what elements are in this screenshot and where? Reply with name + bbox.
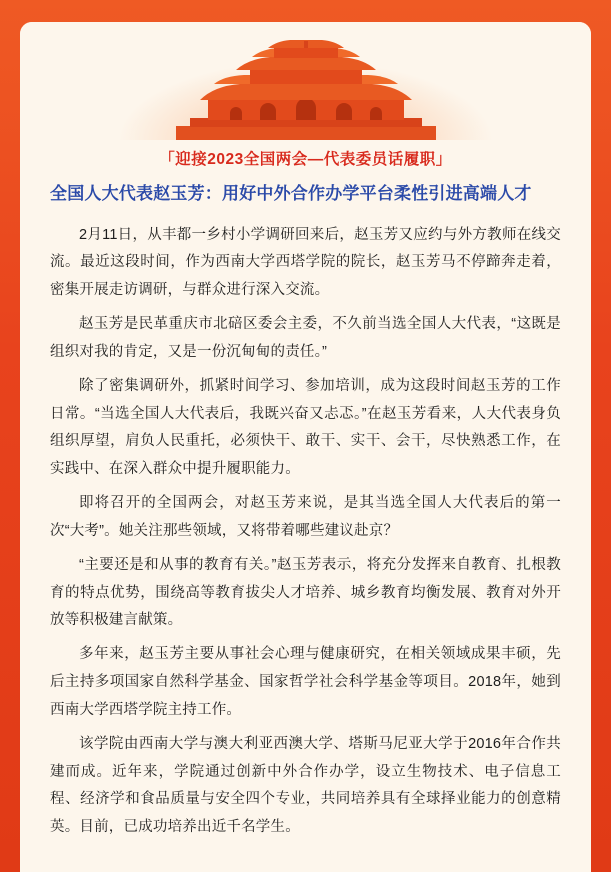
article-paragraph: 2月11日，从丰都一乡村小学调研回来后，赵玉芳又应约与外方教师在线交流。最近这段时间，作为西南大学西塔学院的院长，赵玉芳马不停蹄奔走着，密集开展走访调研，与群众进行深入交流。 xyxy=(50,226,561,299)
article-paragraph: 赵玉芳是民革重庆市北碚区委会主委，不久前当选全国人大代表，“这既是组织对我的肯定，又是一份沉甸甸的责任。” xyxy=(50,316,561,360)
forbidden-city-palace-illustration xyxy=(156,40,456,140)
article-paragraph: 除了密集调研外，抓紧时间学习、参加培训，成为这段时间赵玉芳的工作日常。“当选全国人大代表后，我既兴奋又忐忑。”在赵玉芳看来，人大代表身负组织厚望，肩负人民重托，必须快干、敢干、实干、会干，尽快熟悉工作，在实践中、在深入群众中提升履职能力。 xyxy=(50,377,561,478)
article-card xyxy=(20,22,591,872)
article-paragraph: 即将召开的全国两会，对赵玉芳来说，是其当选全国人大代表后的第一次“大考”。她关注那些领域，又将带着哪些建议赴京？ xyxy=(50,495,561,539)
article-paragraph: 多年来，赵玉芳主要从事社会心理与健康研究，在相关领域成果丰硕，先后主持多项国家自然科学基金、国家哲学社会科学基金等项目。2018年，她到西南大学西塔学院主持工作。 xyxy=(50,646,561,718)
article-kicker: 「迎接2023全国两会—代表委员话履职」 xyxy=(159,151,452,168)
article-paragraph: 该学院由西南大学与澳大利亚西澳大学、塔斯马尼亚大学于2016年合作共建而成。近年来，学院通过创新中外合作办学，设立生物技术、电子信息工程、经济学和食品质量与安全四个专业，共同培养具有全球择业能力的创意精英。目前，已成功培养出近千名学生。 xyxy=(50,735,561,836)
article-headline: 全国人大代表赵玉芳：用好中外合作办学平台柔性引进高端人才 xyxy=(50,184,532,204)
article-paragraph: “主要还是和从事的教育有关。”赵玉芳表示，将充分发挥来自教育、扎根教育的特点优势，围绕高等教育拔尖人才培养、城乡教育均衡发展、教育对外开放等积极建言献策。 xyxy=(50,556,561,629)
header-banner xyxy=(20,22,591,140)
article-content xyxy=(20,140,591,858)
